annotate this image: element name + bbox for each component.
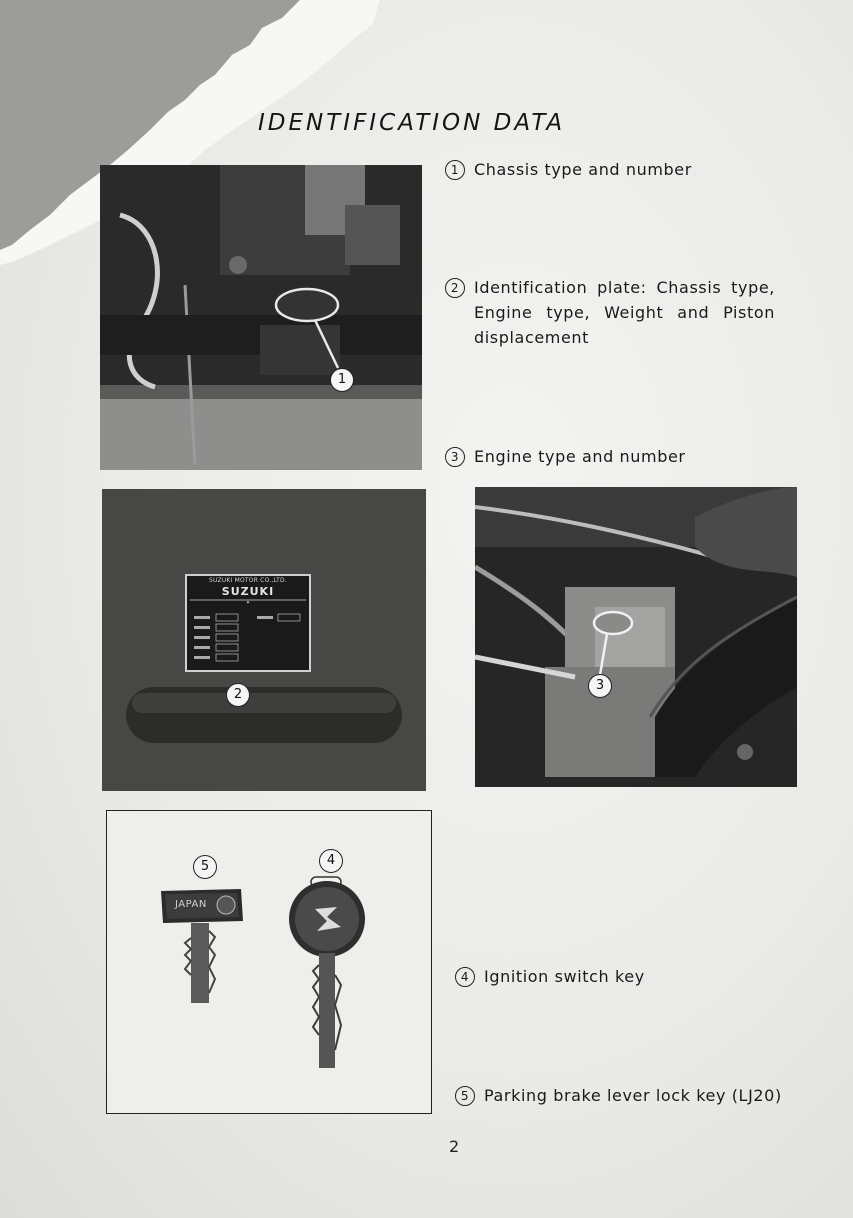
callout-1: 1 [330,368,354,392]
page-title: IDENTIFICATION DATA [258,110,566,136]
item-number-1: 1 [445,160,465,180]
caption-1-text: Chassis type and number [474,160,692,179]
item-number-4: 4 [455,967,475,987]
ignition-key [287,875,371,1071]
caption-5-text: Parking brake lever lock key (LJ20) [484,1086,782,1105]
engine-photo [475,487,797,787]
callout-3: 3 [588,674,612,698]
svg-text:✦: ✦ [245,600,251,606]
caption-4 [455,964,645,989]
caption-2 [445,275,775,350]
callout-2: 2 [226,683,250,707]
key-label: JAPAN [175,899,207,910]
caption-3-text: Engine type and number [474,447,686,466]
chassis-photo [100,165,422,470]
item-number-3: 3 [445,447,465,467]
plate-brand: SUZUKI [221,585,275,598]
item-number-2: 2 [445,278,465,298]
page-number: 2 [449,1137,460,1156]
caption-3 [445,444,686,469]
identification-plate-photo [102,489,426,791]
callout-5: 5 [193,855,217,879]
plate-maker: SUZUKI MOTOR CO.,LTD. [209,577,287,584]
keys-illustration [106,810,432,1114]
item-number-5: 5 [455,1086,475,1106]
caption-4-text: Ignition switch key [484,967,645,986]
caption-5 [455,1083,782,1108]
caption-1 [445,157,692,182]
caption-2-text: Identification plate: Chassis type, Engine type, Weight and Piston displacement [474,278,775,347]
callout-4: 4 [319,849,343,873]
